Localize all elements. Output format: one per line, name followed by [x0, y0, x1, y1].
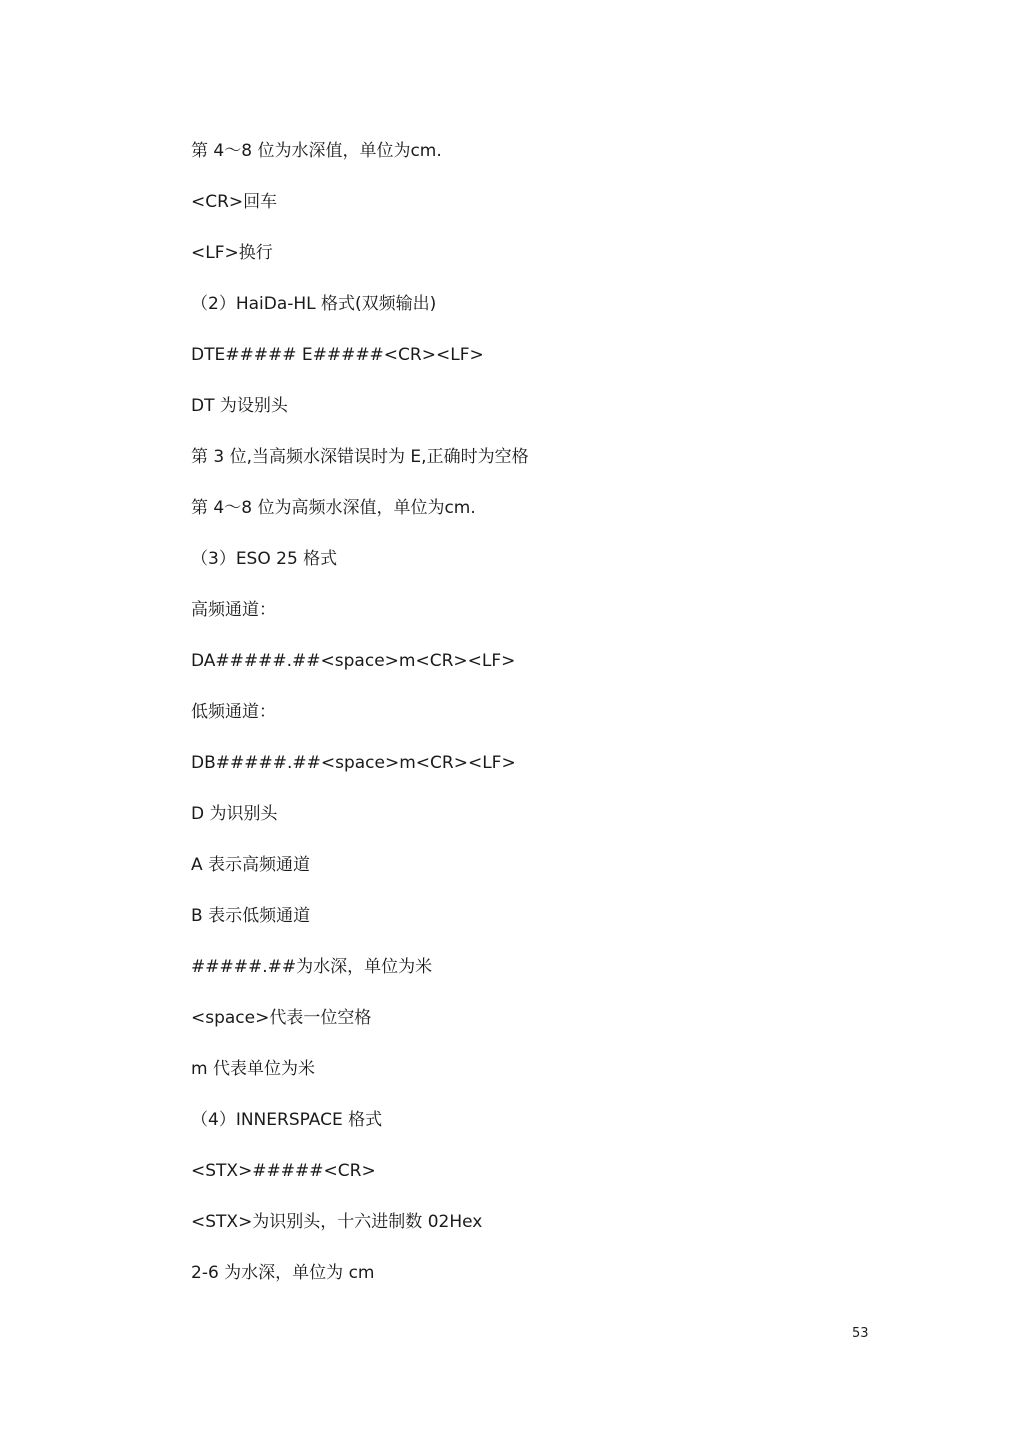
text-line-space: <space>代表一位空格 [191, 1008, 372, 1028]
text-line-third-digit: 第 3 位,当高频水深错误时为 E,正确时为空格 [191, 447, 529, 467]
text-line-da-format: DA#####.##<space>m<CR><LF> [191, 651, 516, 671]
text-line-m-unit: m 代表单位为米 [191, 1059, 315, 1079]
text-line-lf: <LF>换行 [191, 243, 273, 263]
text-line-depth-meters: #####.##为水深，单位为米 [191, 957, 433, 977]
text-line-a-channel: A 表示高频通道 [191, 855, 311, 875]
text-line-cr: <CR>回车 [191, 192, 278, 212]
text-line-depth-cm: 2-6 为水深，单位为 cm [191, 1263, 375, 1283]
body-text [191, 137, 891, 1310]
text-line-dt-header: DT 为设别头 [191, 396, 288, 416]
text-line-stx-format: <STX>#####<CR> [191, 1161, 376, 1181]
text-line-low-channel-label: 低频通道： [191, 702, 276, 722]
text-line-db-format: DB#####.##<space>m<CR><LF> [191, 753, 516, 773]
text-line-high-channel-label: 高频通道： [191, 600, 276, 620]
text-line-d-header: D 为识别头 [191, 804, 278, 824]
page-number: 53 [852, 1326, 869, 1341]
text-line-high-freq-depth: 第 4～8 位为高频水深值，单位为cm. [191, 498, 476, 518]
text-line-dte-format: DTE##### E#####<CR><LF> [191, 345, 484, 365]
section-heading-haida-hl: （2）HaiDa-HL 格式(双频输出) [191, 294, 437, 314]
section-heading-innerspace: （4）INNERSPACE 格式 [191, 1110, 383, 1130]
text-line-depth-digits: 第 4～8 位为水深值，单位为cm. [191, 141, 442, 161]
text-line-stx-header: <STX>为识别头，十六进制数 02Hex [191, 1212, 483, 1232]
section-heading-eso25: （3）ESO 25 格式 [191, 549, 338, 569]
text-line-b-channel: B 表示低频通道 [191, 906, 311, 926]
